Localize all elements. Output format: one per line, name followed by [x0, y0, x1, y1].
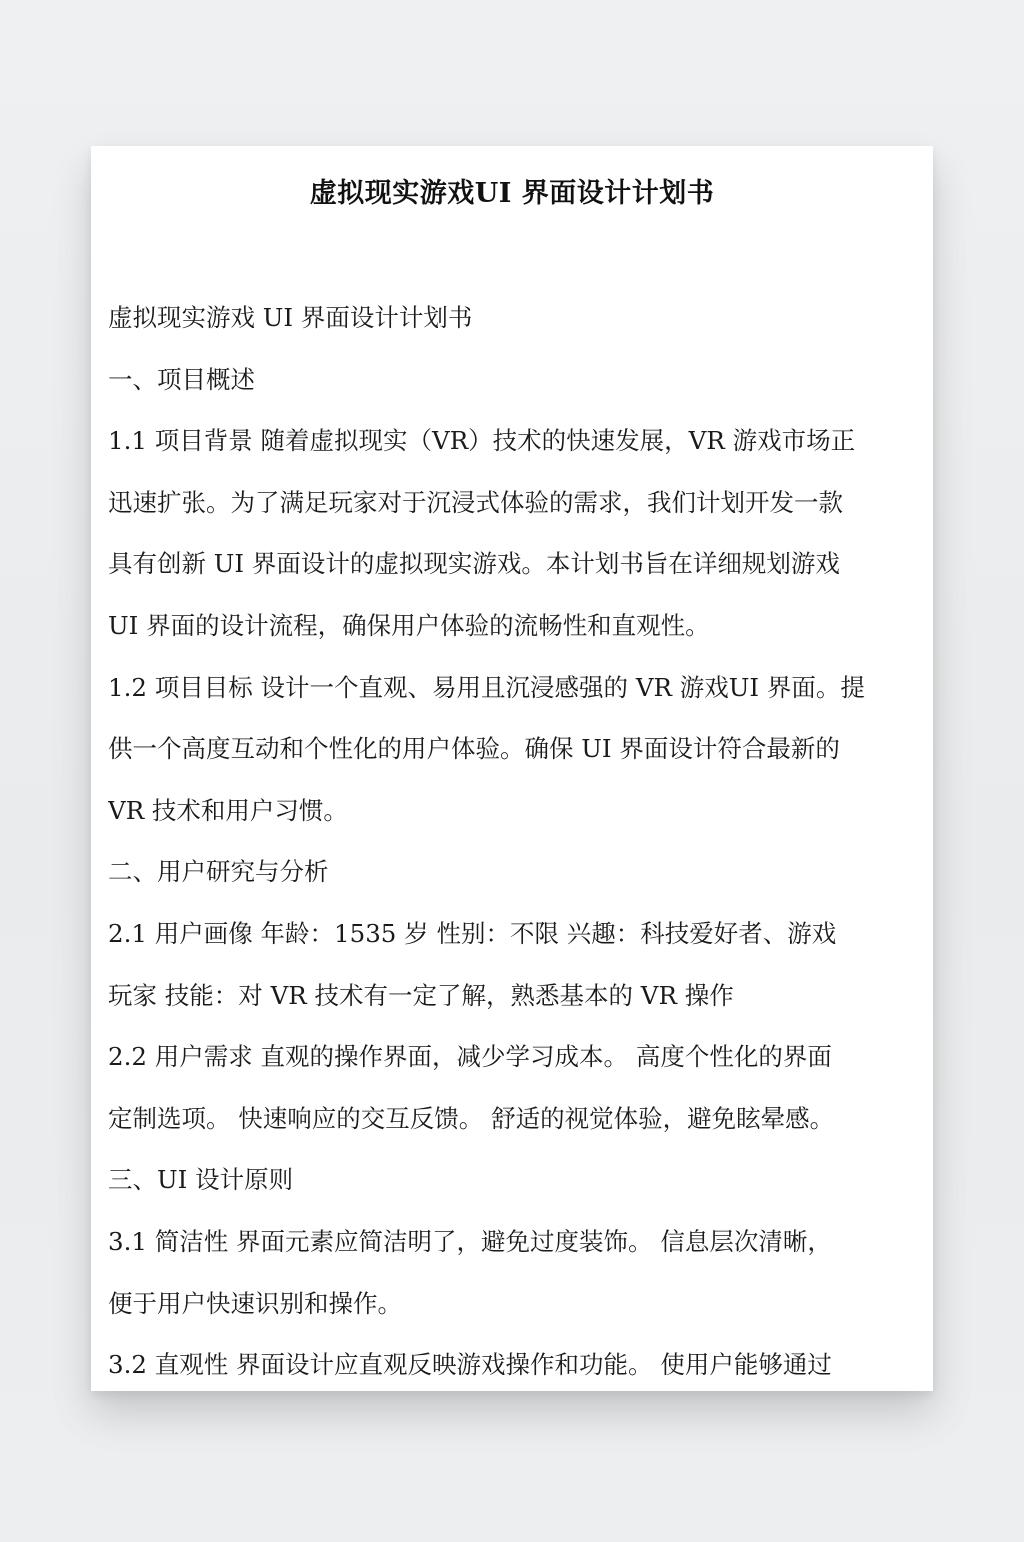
document-body [108, 294, 920, 1391]
heading-line: 虚拟现实游戏 UI 界面设计计划书 [108, 303, 473, 332]
paragraph-line: 玩家 技能：对 VR 技术有一定了解，熟悉基本的 VR 操作 [108, 980, 734, 1010]
document-title: 虚拟现实游戏UI 界面设计计划书 [309, 178, 715, 209]
paragraph-line: 2.2 用户需求 直观的操作界面，减少学习成本。 高度个性化的界面 [108, 1042, 832, 1072]
section-heading: 三、UI 设计原则 [108, 1165, 294, 1195]
paragraph-line: 便于用户快速识别和操作。 [108, 1288, 402, 1318]
paragraph-line: UI 界面的设计流程，确保用户体验的流畅性和直观性。 [108, 610, 710, 640]
paragraph-line: 3.2 直观性 界面设计应直观反映游戏操作和功能。 使用户能够通过 [108, 1350, 832, 1380]
paragraph-line: 具有创新 UI 界面设计的虚拟现实游戏。本计划书旨在详细规划游戏 [108, 549, 840, 579]
paragraph-line: 定制选项。 快速响应的交互反馈。 舒适的视觉体验，避免眩晕感。 [108, 1103, 835, 1133]
section-heading: 二、用户研究与分析 [108, 857, 329, 887]
paragraph-line: 1.2 项目目标 设计一个直观、易用且沉浸感强的 VR 游戏UI 界面。提 [108, 672, 865, 702]
document-page [91, 146, 933, 1391]
paragraph-line: 供一个高度互动和个性化的用户体验。确保 UI 界面设计符合最新的 [108, 734, 840, 764]
paragraph-line: 迅速扩张。为了满足玩家对于沉浸式体验的需求，我们计划开发一款 [108, 487, 843, 517]
paragraph-line: 3.1 简洁性 界面元素应简洁明了，避免过度装饰。 信息层次清晰， [108, 1226, 832, 1256]
paragraph-line: 1.1 项目背景 随着虚拟现实（VR）技术的快速发展，VR 游戏市场正 [108, 426, 856, 456]
section-heading: 一、项目概述 [108, 364, 255, 394]
paragraph-line: VR 技术和用户习惯。 [108, 795, 348, 825]
paragraph-line: 2.1 用户画像 年龄：1535 岁 性别：不限 兴趣：科技爱好者、游戏 [108, 918, 837, 948]
